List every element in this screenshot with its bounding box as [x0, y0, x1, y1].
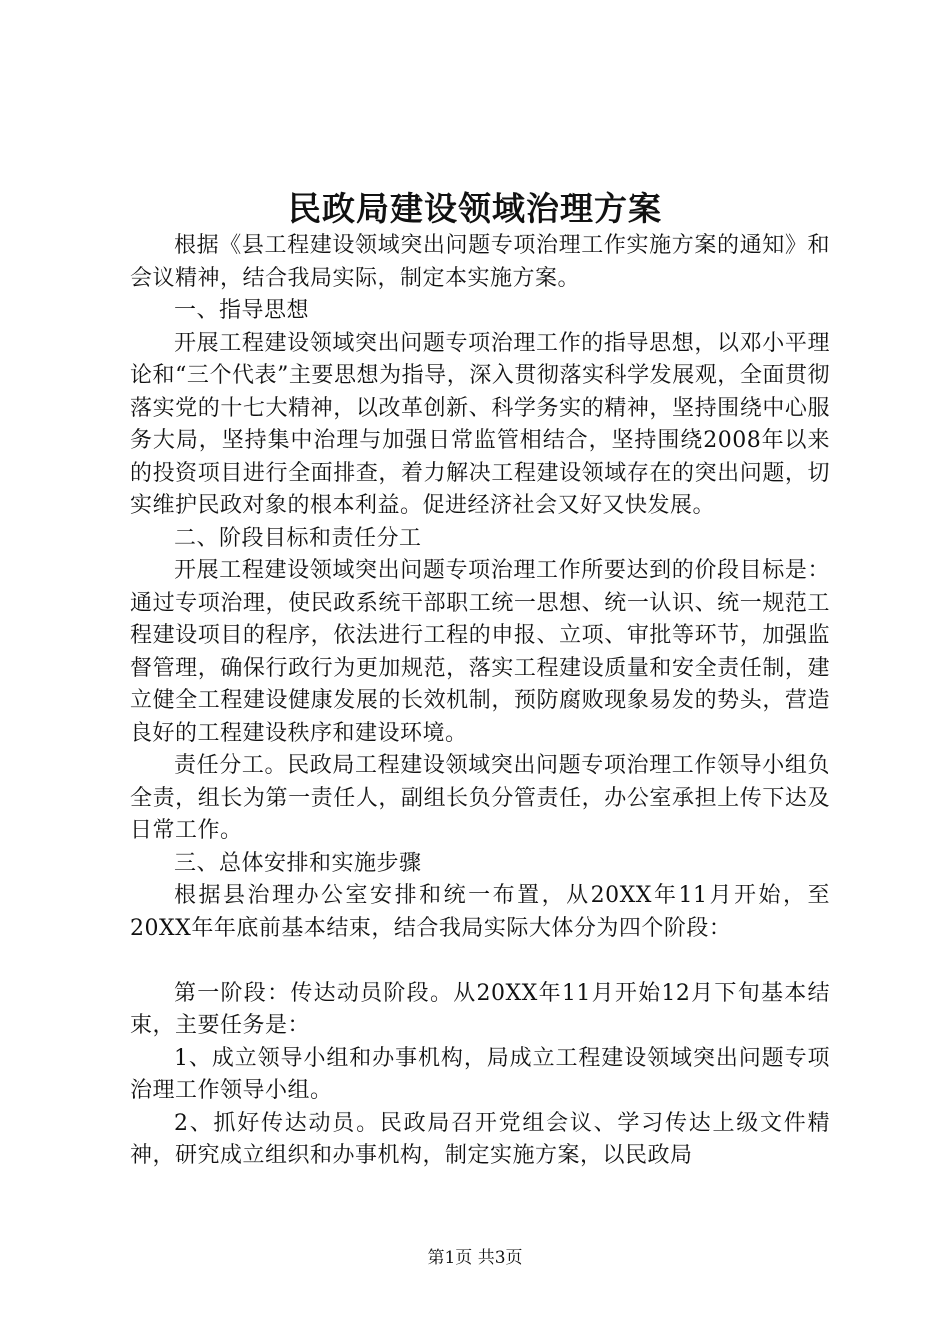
list-item-2: 2、抓好传达动员。民政局召开党组会议、学习传达上级文件精神，研究成立组织和办事机构，制定实施方案，以民政局 [130, 1110, 830, 1168]
paragraph-stage-one: 第一阶段：传达动员阶段。从20XX年11月开始12月下旬基本结束，主要任务是： [130, 980, 830, 1038]
paragraph-responsibility: 责任分工。民政局工程建设领域突出问题专项治理工作领导小组负全责，组长为第一责任人，副组长负分管责任，办公室承担上传下达及日常工作。 [130, 753, 830, 843]
heading-overall-arrangement: 三、总体安排和实施步骤 [174, 850, 422, 876]
document-body [130, 230, 830, 1173]
paragraph-intro: 根据《县工程建设领域突出问题专项治理工作实施方案的通知》和会议精神，结合我局实际，制定本实施方案。 [130, 233, 830, 291]
heading-stage-goals: 二、阶段目标和责任分工 [174, 525, 422, 551]
paragraph-stage-goals: 开展工程建设领域突出问题专项治理工作所要达到的价段目标是：通过专项治理，使民政系统干部职工统一思想、统一认识、统一规范工程建设项目的程序，依法进行工程的申报、立项、审批等环节，加强监督管理，确保行政行为更加规范，落实工程建设质量和安全责任制，建立健全工程建设健康发展的长效机制，预防腐败现象易发的势头，营造良好的工程建设秩序和建设环境。 [130, 558, 830, 746]
paragraph-guiding-thought: 开展工程建设领域突出问题专项治理工作的指导思想，以邓小平理论和“三个代表”主要思想为指导，深入贯彻落实科学发展观，全面贯彻落实党的十七大精神，以改革创新、科学务实的精神，坚持围绕中心服务大局，坚持集中治理与加强日常监管相结合，坚持围绕2008年以来的投资项目进行全面排查，着力解决工程建设领域存在的突出问题，切实维护民政对象的根本利益。促进经济社会又好又快发展。 [130, 330, 830, 518]
page-indicator: 第1页 共3页 [427, 1248, 523, 1268]
paragraph-overall-arrangement: 根据县治理办公室安排和统一布置，从20XX年11月开始，至20XX年年底前基本结束，结合我局实际大体分为四个阶段： [130, 883, 830, 941]
heading-guiding-thought: 一、指导思想 [174, 298, 310, 323]
list-item-1: 1、成立领导小组和办事机构，局成立工程建设领域突出问题专项治理工作领导小组。 [130, 1045, 830, 1103]
document-title: 民政局建设领域治理方案 [288, 189, 662, 228]
